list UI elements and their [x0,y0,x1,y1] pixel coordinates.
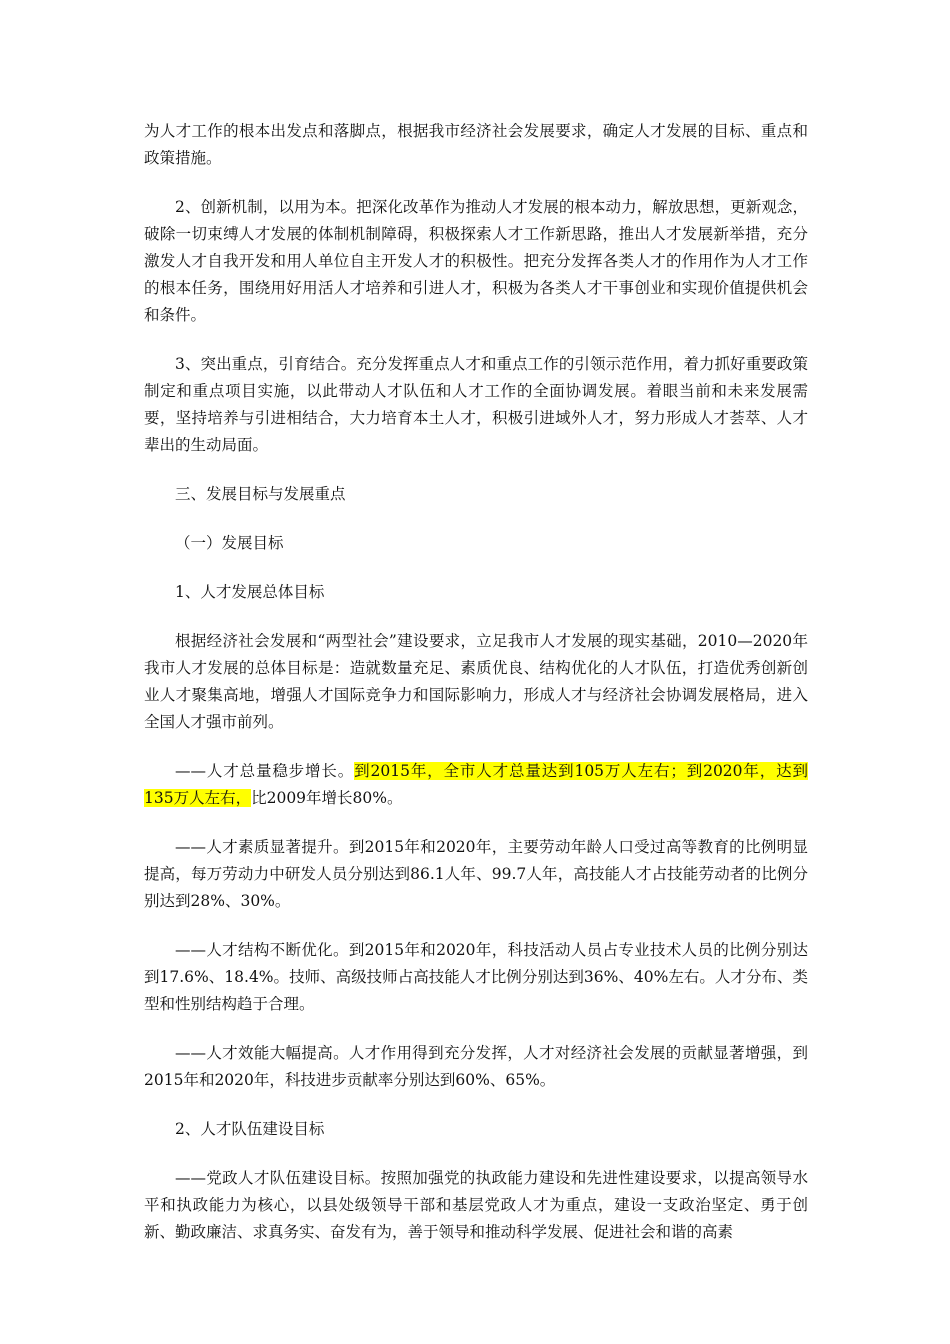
text-before-highlight: ——人才总量稳步增长。 [175,762,355,780]
paragraph: ——人才结构不断优化。到2015年和2020年，科技活动人员占专业技术人员的比例分别达到17.6%、18.4%。技师、高级技师占高技能人才比例分别达到36%、40%左右。人才分布、类型和性别结构趋于合理。 [144,941,808,1013]
paragraph: ——人才效能大幅提高。人才作用得到充分发挥，人才对经济社会发展的贡献显著增强，到2015年和2020年，科技进步贡献率分别达到60%、65%。 [144,1044,808,1089]
paragraph: 为人才工作的根本出发点和落脚点，根据我市经济社会发展要求，确定人才发展的目标、重点和政策措施。 [144,122,808,167]
paragraph: ——党政人才队伍建设目标。按照加强党的执政能力建设和先进性建设要求，以提高领导水平和执政能力为核心，以县处级领导干部和基层党政人才为重点，建设一支政治坚定、勇于创新、勤政廉洁、求真务实、奋发有为，善于领导和推动科学发展、促进社会和谐的高素 [144,1169,808,1241]
subsection-heading: （一）发展目标 [175,534,284,552]
highlighted-text: 到2015年，全市人才总量达到105万人左右；到2020年，达到135万人左右， [144,762,808,807]
paragraph: ——人才素质显著提升。到2015年和2020年，主要劳动年龄人口受过高等教育的比例明显提高，每万劳动力中研发人员分别达到86.1人年、99.7人年，高技能人才占技能劳动者的比例分别达到28%、30%。 [144,838,808,910]
highlighted-paragraph [144,758,808,812]
paragraph: 2、创新机制，以用为本。把深化改革作为推动人才发展的根本动力，解放思想，更新观念，破除一切束缚人才发展的体制机制障碍，积极探索人才工作新思路，推出人才发展新举措，充分激发人才自我开发和用人单位自主开发人才的积极性。把充分发挥各类人才的作用作为人才工作的根本任务，围绕用好用活人才培养和引进人才，积极为各类人才干事创业和实现价值提供机会和条件。 [144,198,808,324]
document-page [144,118,808,1268]
paragraph: 根据经济社会发展和“两型社会”建设要求，立足我市人才发展的现实基础，2010—2020年我市人才发展的总体目标是：造就数量充足、素质优良、结构优化的人才队伍，打造优秀创新创业人才聚集高地，增强人才国际竞争力和国际影响力，形成人才与经济社会协调发展格局，进入全国人才强市前列。 [144,632,808,731]
text-after-highlight: 比2009年增长80%。 [251,789,403,807]
paragraph: 3、突出重点，引育结合。充分发挥重点人才和重点工作的引领示范作用，着力抓好重要政策制定和重点项目实施，以此带动人才队伍和人才工作的全面协调发展。着眼当前和未来发展需要，坚持培养与引进相结合，大力培育本土人才，积极引进域外人才，努力形成人才荟萃、人才辈出的生动局面。 [144,355,808,454]
item-heading: 1、人才发展总体目标 [175,583,325,601]
item-heading: 2、人才队伍建设目标 [175,1120,325,1138]
section-heading: 三、发展目标与发展重点 [175,485,346,503]
